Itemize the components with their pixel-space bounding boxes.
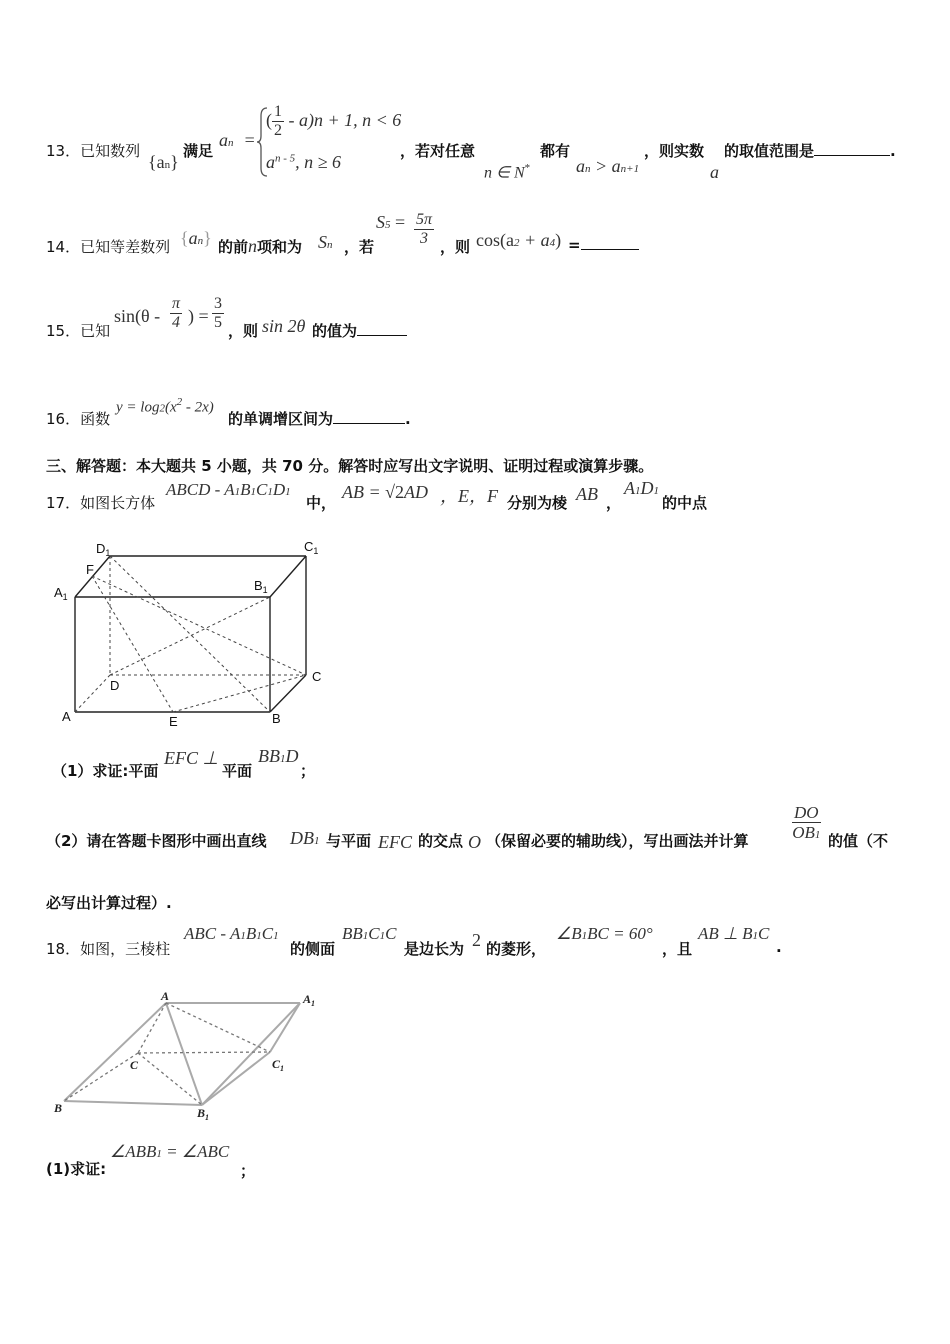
q15-value: 的值为 — [312, 320, 407, 341]
q13-any: ，若对任意 — [400, 142, 476, 160]
q18-prism: ABC - A1B1C1 — [184, 924, 279, 943]
edge-cb — [64, 1053, 138, 1101]
q17-part2-frac: $\frac{DO}{OB1}$ — [792, 803, 821, 842]
q15-sin2: sin 2θ — [262, 316, 306, 336]
q14-Sn: Sn — [318, 232, 333, 252]
q15-val-frac: $\frac{3}{5}$ — [214, 295, 222, 331]
q15-mid: ) = — [188, 306, 209, 326]
q17-a1d1: A1D1 — [624, 478, 659, 498]
q17-part2-label: （2）请在答题卡图形中画出直线 — [46, 832, 267, 850]
q17-part2-with: 与平面 — [326, 832, 372, 850]
q17-part2-note: （保留必要的辅助线），写出画法并计算 — [486, 832, 749, 850]
q17-label: 17．如图长方体 — [46, 494, 156, 512]
q17-comma: ， — [606, 494, 622, 512]
label-e: E — [169, 714, 178, 729]
q13-seq: {an} — [148, 152, 179, 172]
q15-pi-frac: $\frac{\pi}{4}$ — [172, 295, 181, 331]
q15-label: 15．已知 — [46, 322, 111, 340]
q13-case2: $a^{n - 5}$, n ≥ 6 — [266, 152, 342, 172]
label-c1: $C_1$ — [272, 1057, 285, 1073]
edge-bb1 — [64, 1101, 202, 1105]
q17-part1-efc: EFC ⊥ — [164, 748, 219, 768]
q13-case1: ( $\frac{1}{2}$ - a)n + 1, n < 6 — [266, 103, 402, 139]
q17-part2-inter: 的交点 — [418, 832, 464, 850]
q17-part2-value: 的值（不 — [828, 832, 889, 850]
edge-cc1 — [138, 1052, 270, 1053]
q14-frac: $\frac{5\pi}{3}$ — [416, 211, 433, 247]
edge-ad — [75, 675, 110, 712]
q13-all-have: 都有 — [540, 142, 571, 160]
label-a: A — [161, 989, 170, 1003]
q18-end: . — [776, 938, 782, 956]
q18-part1-label: (1)求证: — [46, 1160, 107, 1178]
q17-solid: ABCD - A1B1C1D1 — [166, 480, 291, 499]
section-3-heading: 三、解答题：本大题共 5 小题，共 70 分。解答时应写出文字说明、证明过程或演算步骤。 — [46, 457, 654, 475]
q17-part2-efc: EFC — [378, 832, 412, 852]
label-d: D — [110, 678, 120, 693]
q14-label: 14．已知等差数列 — [46, 238, 171, 256]
q14-if: ，若 — [344, 238, 375, 256]
q17-figure — [50, 535, 340, 735]
q17-ab: AB — [576, 484, 598, 504]
q18-two: 2 — [472, 930, 481, 950]
q16-text: 的单调增区间为 . — [228, 410, 411, 428]
seg-d1b — [110, 556, 270, 712]
q18-perp: AB ⊥ B1C — [698, 924, 770, 943]
edge-bc — [270, 675, 306, 712]
q18-label: 18．如图，三棱柱 — [46, 940, 171, 958]
q13-ineq: an > an+1 — [576, 156, 640, 176]
label-b: B — [54, 1101, 63, 1115]
q14-seq: {an} — [180, 228, 212, 248]
label-a1: $A_1$ — [54, 585, 68, 602]
q17-part1-end: ； — [300, 762, 316, 780]
label-a1: $A_1$ — [303, 992, 316, 1008]
q14-S5: S5 = — [376, 212, 406, 232]
q13-range: 的取值范围是 . — [724, 142, 896, 160]
q17-part2-cont: 必写出计算过程）. — [46, 894, 172, 912]
label-c: C — [130, 1058, 139, 1072]
q18-part1-math: ∠ABB1 = ∠ABC — [110, 1142, 230, 1161]
q14-then: ，则 — [440, 238, 471, 256]
edge-ab1 — [166, 1003, 202, 1105]
q13-var-a: a — [710, 162, 719, 182]
q18-figure — [50, 988, 330, 1128]
q18-rhombus: 是边长为 — [404, 940, 465, 958]
q14-text: 的前n项和为 — [218, 236, 303, 256]
q18-part1-end: ； — [240, 1162, 256, 1180]
q16-func: $y = \log 2(x^2 - 2x)$ — [116, 396, 214, 416]
q14-cos: cos(a2 + a4) — [476, 230, 562, 250]
q17-midpts: 分别为棱 — [507, 494, 568, 512]
edge-ac — [138, 1003, 166, 1053]
label-c1: $C_1$ — [304, 539, 319, 556]
q18-face: BB1C1C — [342, 924, 397, 943]
label-c: C — [312, 669, 322, 684]
q13-real: ，则实数 — [644, 142, 705, 160]
q17-ef: ，E，F — [440, 486, 498, 506]
q18-and: ，且 — [662, 940, 693, 958]
q14-answer: = — [568, 236, 639, 254]
q17-part2-db1: DB1 — [290, 828, 320, 848]
q13-label: 13．已知数列 — [46, 142, 141, 160]
q17-part1-plane: 平面 — [222, 762, 253, 780]
q13-lhs: an = — [219, 130, 255, 150]
seg-ec — [173, 675, 306, 712]
seg-fc — [92, 576, 306, 675]
label-f: F — [86, 562, 94, 577]
q17-part1-label: （1）求证:平面 — [52, 762, 159, 780]
label-d1: $D_1$ — [96, 541, 111, 558]
edge-a1c1 — [270, 1003, 300, 1052]
q18-rh2: 的菱形， — [486, 940, 547, 958]
q18-side: 的侧面 — [290, 940, 336, 958]
edge-a1b1 — [202, 1003, 300, 1105]
q13-satisfies: 满足 — [183, 142, 214, 160]
q17-in: 中， — [306, 494, 337, 512]
label-b1: $B_1$ — [197, 1106, 210, 1122]
q18-angle: ∠B1BC = 60° — [556, 924, 653, 943]
label-b: B — [272, 711, 281, 726]
label-b1: $B_1$ — [254, 578, 268, 595]
q13-cond: n ∈ N* — [484, 162, 531, 182]
q17-rel: AB = √2AD — [342, 482, 429, 502]
q16-label: 16．函数 — [46, 410, 111, 428]
q15-then: ，则 — [228, 322, 259, 340]
edge-b1c1 — [270, 556, 306, 597]
seg-db1 — [110, 597, 270, 675]
q17-part2-o: O — [468, 832, 481, 852]
q15-sin: sin(θ - — [114, 306, 161, 326]
q17-part1-bb1d: BB1D — [258, 746, 299, 766]
edge-b1c1 — [202, 1052, 270, 1105]
edge-ab — [64, 1003, 166, 1101]
q17-mid: 的中点 — [662, 494, 708, 512]
label-a: A — [62, 709, 71, 724]
